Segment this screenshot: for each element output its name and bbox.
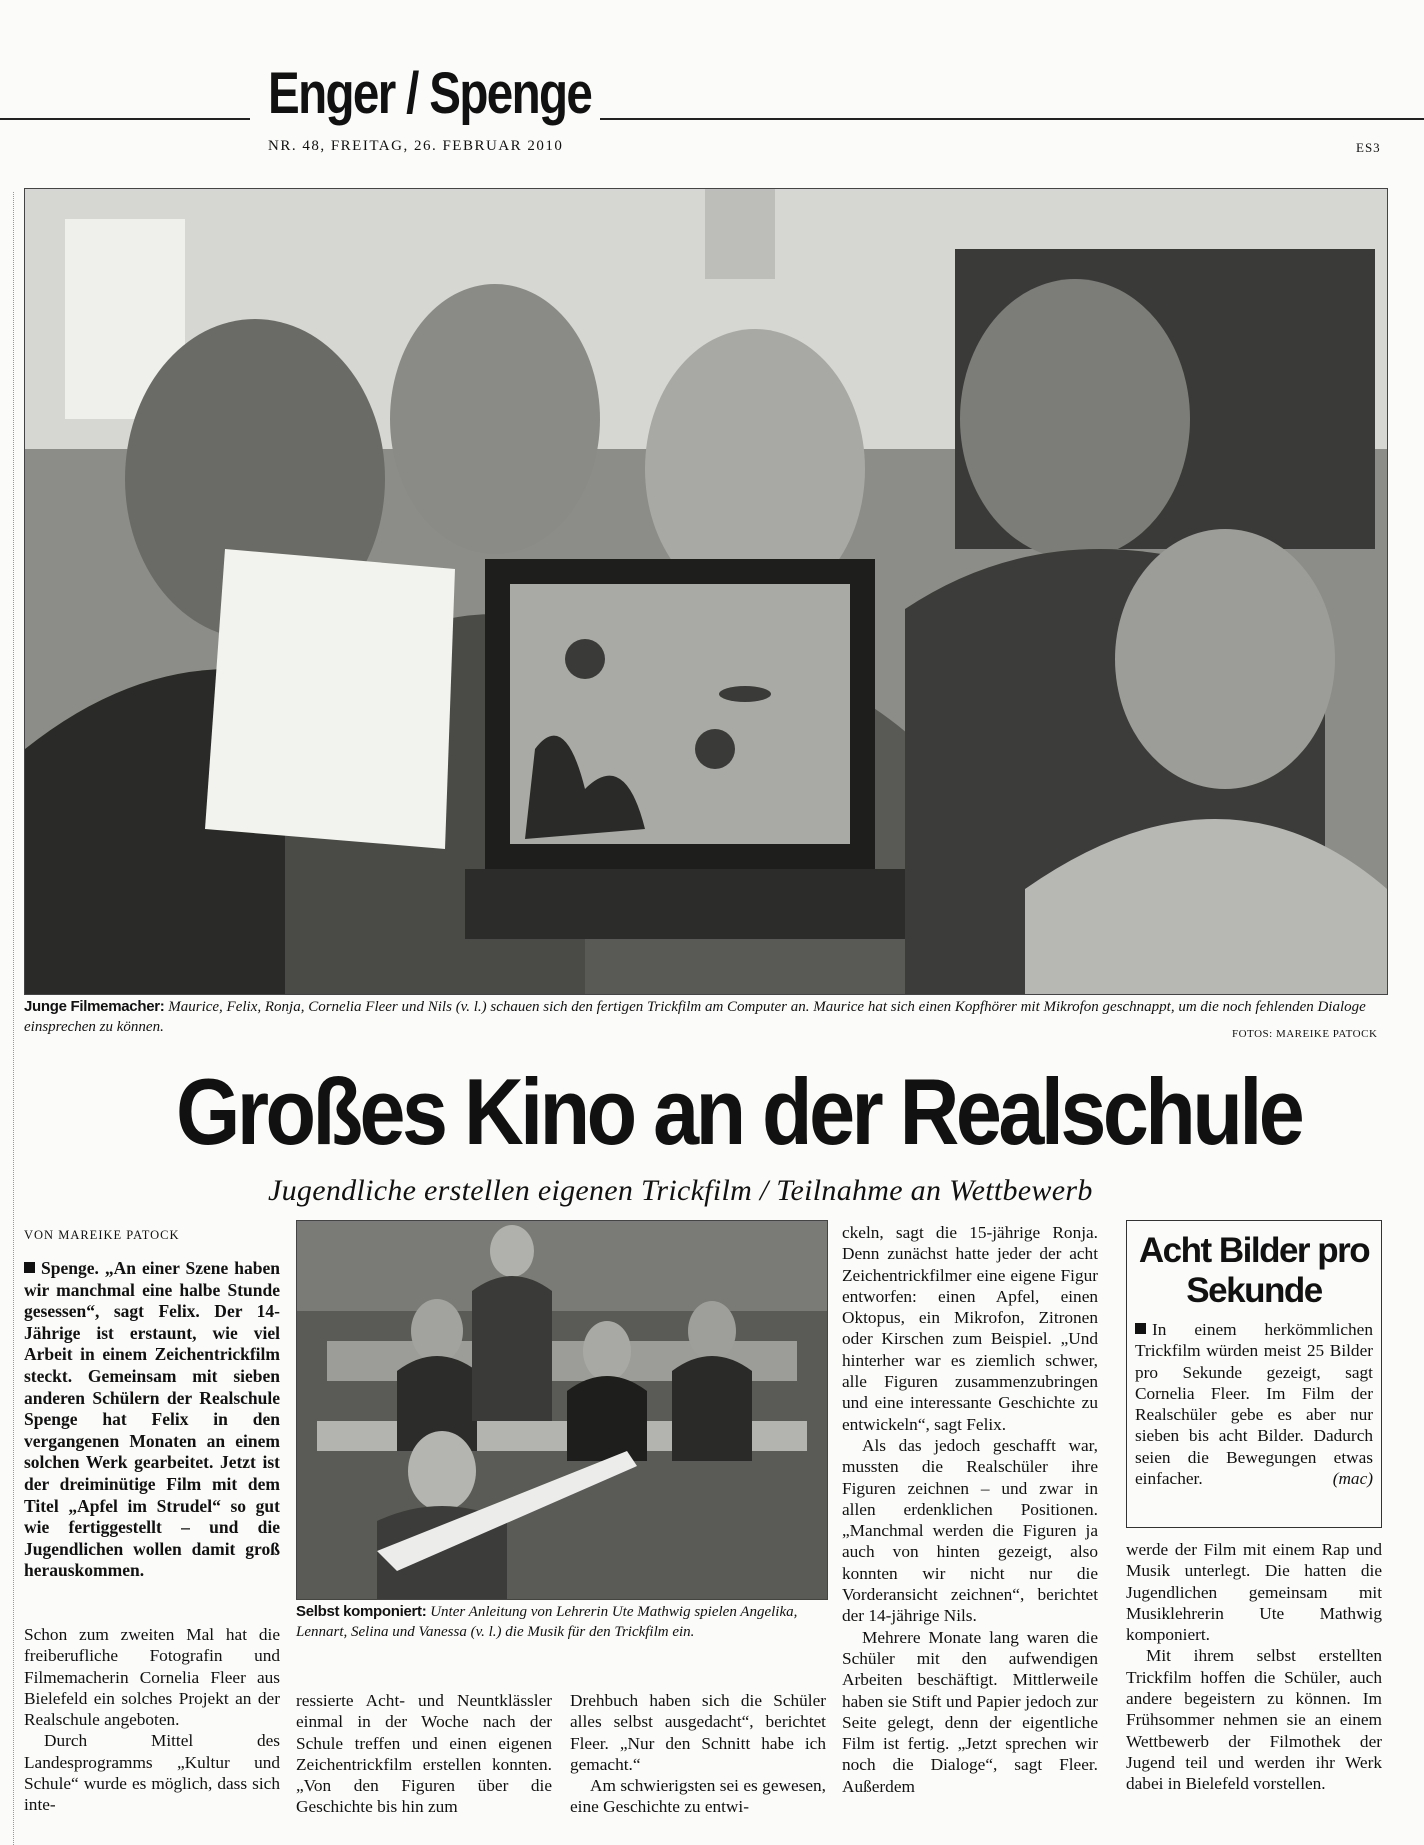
masthead-rule-left (0, 118, 250, 120)
photo-credit: FOTOS: MAREIKE PATOCK (1232, 1028, 1378, 1040)
music-caption-text: Unter Anleitung von Lehrerin Ute Mathwig spielen Angelika, Lennart, Selina und Vanessa (v. l.) die Musik für den Trickfilm ein. (296, 1604, 798, 1640)
article-column-5 (1126, 1539, 1382, 1795)
info-box-title: Acht Bilder pro Sekunde (1138, 1231, 1370, 1310)
main-caption-label: Junge Filmemacher: (24, 998, 165, 1015)
paragraph: werde der Film mit einem Rap und Musik unterlegt. Die hatten die Jugendlichen gemeinsam mit Musiklehrerin Ute Mathwig komponiert. (1126, 1540, 1382, 1645)
paragraph: Drehbuch haben sich die Schüler alles selbst ausgedacht“, berichtet Fleer. „Nur den Schnitt habe ich gemacht.“ (570, 1691, 826, 1774)
article-column-1 (24, 1624, 280, 1816)
paragraph: Als das jedoch geschafft war, mussten die Realschüler ihre Figuren zeichnen – und zwar in allen erdenklichen Positionen. „Manchmal werden die Figuren ja auch von hinten gezeigt, also konnten wir nicht nur die Vorderansicht zeichnen“, berichtet der 14-jährige Nils. (842, 1435, 1098, 1626)
margin-line (13, 192, 14, 1845)
paragraph: ckeln, sagt die 15-jährige Ronja. Denn zunächst hatte jeder der acht Zeichentrickfilmer eine eigene Figur entworfen: einen Apfel, einen Oktopus, ein Mikrofon, Zitronen oder Kirschen zum Beispiel. „Und hinterher war es ziemlich schwer, alle Figuren zusammenzubringen und eine interessante Geschichte zu entwickeln“, sagt Felix. (842, 1223, 1098, 1434)
music-photo-caption (296, 1602, 826, 1642)
info-box-text (1135, 1319, 1373, 1489)
section-title: Enger / Spenge (268, 61, 592, 126)
lead-paragraph (24, 1258, 280, 1582)
info-box-body: In einem herkömmlichen Trickfilm würden meist 25 Bilder pro Sekunde gezeigt, sagt Cornelia Fleer. Im Film der Realschüler gebe es aber nur sieben bis acht Bilder. Dadurch seien die Bewegungen etwas einfacher. (1135, 1320, 1373, 1489)
byline: VON MAREIKE PATOCK (24, 1228, 180, 1242)
paragraph: Am schwierigsten sei es gewesen, eine Geschichte zu entwi- (570, 1776, 826, 1817)
masthead-rule-right (600, 118, 1424, 120)
info-box (1126, 1220, 1382, 1528)
lead-text: Spenge. „An einer Szene haben wir manchmal eine halbe Stunde gesessen“, sagt Felix. Der 14-Jährige ist erstaunt, wie viel Arbeit in einem Zeichentrickfilm steckt. Gemeinsam mit sieben anderen Schülern der Realschule Spenge hat Felix in den vergangenen Monaten an einem solchen Werk gearbeitet. Jetzt ist der dreiminütige Film mit dem Titel „Apfel im Strudel“ so gut wie fertiggestellt – und die Jugendlichen wollen damit groß herauskommen. (24, 1258, 280, 1581)
article-column-2 (296, 1690, 552, 1818)
paragraph: Mit ihrem selbst erstellten Trickfilm hoffen die Schüler, auch andere begeistern zu können. Im Frühsommer nehmen sie an einem Wettbewerb der Filmothek der Jugend teil und werden ihr Werk dabei in Bielefeld vorstellen. (1126, 1646, 1382, 1794)
paragraph: ressierte Acht- und Neuntklässler einmal in der Woche nach der Schule treffen und einen eigenen Zeichentrickfilm erstellen konnten. „Von den Figuren über die Geschichte bis hin zum (296, 1691, 552, 1817)
music-photo-illustration (297, 1221, 827, 1599)
author-abbreviation: (mac) (1332, 1469, 1373, 1489)
music-caption-label: Selbst komponiert: (296, 1603, 427, 1620)
main-photo-caption (24, 997, 1386, 1037)
article-column-4 (842, 1222, 1098, 1797)
paragraph: Mehrere Monate lang waren die Schüler mit den aufwendigen Arbeiten beschäftigt. Mittlerweile haben sie Stift und Papier jedoch zur Seite gelegt, denn der eigentliche Film ist fertig. „Jetzt sprechen wir noch die Dialoge“, sagt Fleer. Außerdem (842, 1627, 1098, 1796)
paragraph: Schon zum zweiten Mal hat die freiberufliche Fotografin und Filmemacherin Cornelia Fleer aus Bielefeld ein solches Projekt an der Realschule angeboten. (24, 1625, 280, 1730)
music-photo (296, 1220, 828, 1600)
paragraph: Durch Mittel des Landesprogramms „Kultur und Schule“ wurde es möglich, dass sich inte- (24, 1731, 280, 1815)
headline: Großes Kino an der Realschule (176, 1059, 1302, 1164)
main-photo-illustration (25, 189, 1387, 994)
square-bullet-icon (24, 1262, 35, 1273)
main-caption-text: Maurice, Felix, Ronja, Cornelia Fleer und Nils (v. l.) schauen sich den fertigen Trickfilm am Computer an. Maurice hat sich einen Kopfhörer mit Mikrofon geschnappt, um die noch fehlenden Dialoge einsprechen zu können. (24, 999, 1366, 1035)
square-bullet-icon (1135, 1323, 1146, 1334)
page-code: ES3 (1356, 140, 1381, 155)
main-photo (24, 188, 1388, 995)
article-column-3 (570, 1690, 826, 1818)
dateline: NR. 48, FREITAG, 26. FEBRUAR 2010 (268, 138, 564, 154)
subheadline: Jugendliche erstellen eigenen Trickfilm / Teilnahme an Wettbewerb (268, 1174, 1093, 1207)
